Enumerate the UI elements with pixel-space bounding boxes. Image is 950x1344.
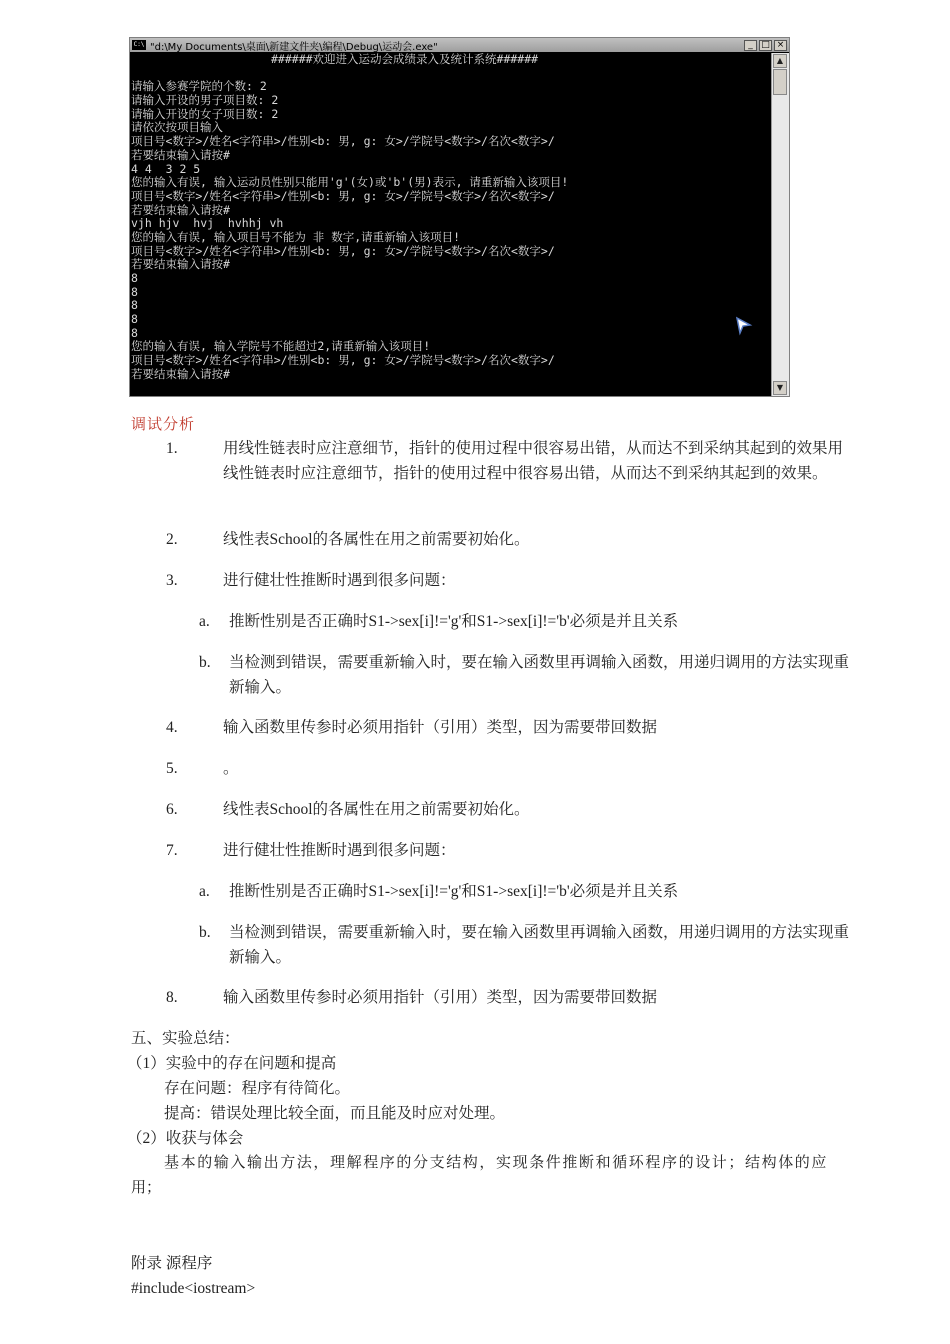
sub-list-letter: b. [199,924,211,941]
summary-gain-line2: 用； [131,1180,162,1196]
console-line: 项目号<数字>/姓名<字符串>/性别<b: 男, g: 女>/学院号<数字>/名次<数字>/ [131,134,555,149]
list-number: 1. [166,440,178,457]
scroll-down-arrow-icon[interactable]: ▼ [773,381,787,395]
list-number: 3. [166,572,178,589]
console-line [131,67,772,81]
console-line: 8 [131,271,138,285]
list-text: 线性表School的各属性在用之前需要初始化。 [223,531,530,548]
scroll-thumb[interactable] [773,69,787,95]
sub-list-text: 推断性别是否正确时S1->sex[i]!='g'和S1->sex[i]!='b'必须是并且关系 [229,883,679,900]
console-line: 您的输入有误, 输入运动员性别只能用'g'(女)或'b'(男)表示, 请重新输入该项目! [131,175,569,190]
cmd-icon: C:\ [133,41,145,48]
list-number: 5. [166,760,178,777]
console-line: ######欢迎进入运动会成绩录入及统计系统###### [271,53,539,66]
console-line: 若要结束输入请按# [131,366,230,381]
console-line: 请输入参赛学院的个数: 2 [131,79,267,94]
list-number: 2. [166,531,178,548]
console-line: 8 [131,284,138,299]
console-line: 项目号<数字>/姓名<字符串>/性别<b: 男, g: 女>/学院号<数字>/名次<数字>/ [131,188,555,203]
console-scrollbar[interactable] [771,53,789,396]
console-line: 项目号<数字>/姓名<字符串>/性别<b: 男, g: 女>/学院号<数字>/名次<数字>/ [131,353,555,368]
sub-list-letter: a. [199,883,210,900]
console-line: 若要结束输入请按# [131,202,230,217]
list-number: 6. [166,801,178,818]
console-output [131,53,772,396]
summary-sub1: （1）实验中的存在问题和提高 [127,1055,337,1072]
summary-sub2: （2）收获与体会 [127,1130,244,1147]
list-text: 进行健壮性推断时遇到很多问题： [223,842,456,859]
sub-list-text: 推断性别是否正确时S1->sex[i]!='g'和S1->sex[i]!='b'必须是并且关系 [229,613,679,630]
appendix-code-line: #include<iostream> [131,1280,256,1297]
appendix-heading: 附录 源程序 [131,1255,213,1272]
scroll-up-arrow-icon[interactable]: ▲ [773,54,787,68]
list-text: 进行健壮性推断时遇到很多问题： [223,572,456,589]
list-number: 7. [166,842,178,859]
sub-list-letter: a. [199,613,210,630]
console-line: 项目号<数字>/姓名<字符串>/性别<b: 男, g: 女>/学院号<数字>/名次<数字>/ [131,243,555,258]
console-line: 请依次按项目输入 [131,120,223,135]
console-title: "d:\My Documents\桌面\新建文件夹\编程\Debug\运动会.exe" [150,41,438,53]
list-text: 输入函数里传参时必须用指针（引用）类型，因为需要带回数据 [223,719,658,736]
console-line: 请输入开设的男子项目数: 2 [131,93,279,108]
sub-list-text: 当检测到错误，需要重新输入时，要在输入函数里再调输入函数，用递归调用的方法实现重新输入。 [229,924,850,966]
list-number: 8. [166,989,178,1006]
summary-improve: 提高：错误处理比较全面，而且能及时应对处理。 [164,1105,506,1122]
console-line: 8 [131,325,138,340]
console-line: 请输入开设的女子项目数: 2 [131,106,279,121]
console-line: 您的输入有误, 输入学院号不能超过2,请重新输入该项目! [131,339,431,354]
list-text: 输入函数里传参时必须用指针（引用）类型，因为需要带回数据 [223,989,658,1006]
console-window [129,37,790,397]
list-text: 。 [223,760,239,777]
console-titlebar [130,38,789,52]
list-item [0,436,950,511]
console-line: 若要结束输入请按# [131,147,230,162]
sub-list-letter: b. [199,654,211,671]
summary-heading: 五、实验总结： [131,1030,240,1047]
console-line: 若要结束输入请按# [131,257,230,272]
console-line: 8 [131,298,138,313]
console-line: 4 4 3 2 5 [131,161,201,176]
maximize-button[interactable]: □ [759,40,772,51]
mouse-cursor-icon [735,316,753,336]
debug-heading: 调试分析 [131,417,196,433]
minimize-button[interactable]: _ [744,40,757,51]
summary-problem: 存在问题：程序有待简化。 [164,1080,351,1097]
console-line: 您的输入有误, 输入项目号不能为 非 数字,请重新输入该项目! [131,229,461,244]
close-button[interactable]: × [774,40,787,51]
list-number: 4. [166,719,178,736]
summary-gain-line1: 基本的输入输出方法，理解程序的分支结构，实现条件推断和循环程序的设计；结构体的应 [164,1155,829,1171]
console-line: vjh hjv hvj hvhhj vh [131,216,284,231]
sub-list-text: 当检测到错误，需要重新输入时，要在输入函数里再调输入函数，用递归调用的方法实现重新输入。 [229,654,850,696]
console-line: 8 [131,312,138,327]
list-text: 线性表School的各属性在用之前需要初始化。 [223,801,530,818]
list-text: 用线性链表时应注意细节，指针的使用过程中很容易出错，从而达不到采纳其起到的效果用线性链表时应注意细节，指针的使用过程中很容易出错，从而达不到采纳其起到的效果。 [223,440,844,482]
